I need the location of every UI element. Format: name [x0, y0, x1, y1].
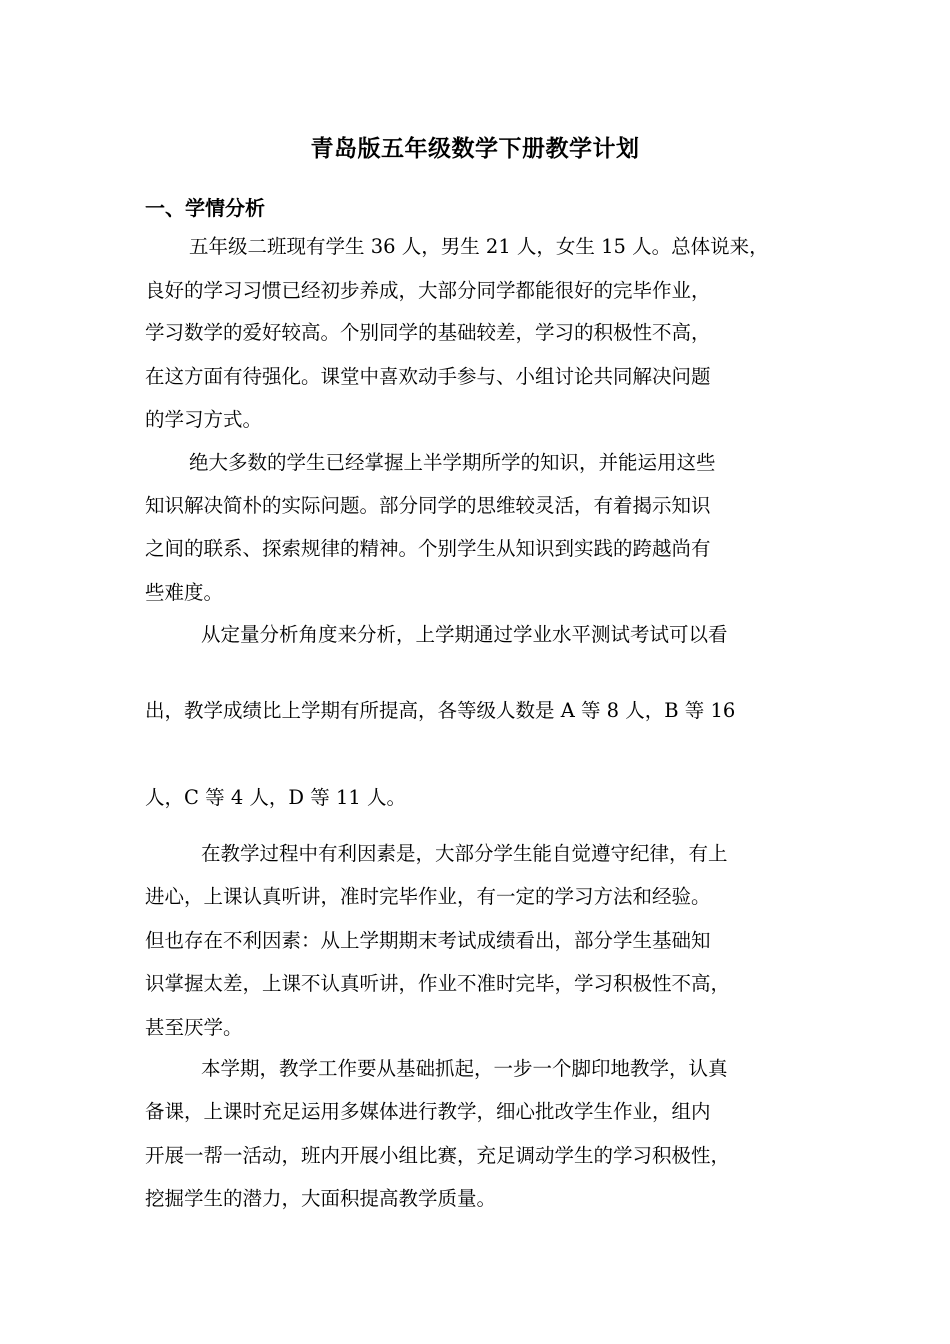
paragraph-line: 人，C 等 4 人，D 等 11 人。 — [145, 786, 406, 809]
paragraph-line: 出，教学成绩比上学期有所提高，各等级人数是 A 等 8 人，B 等 16 — [145, 699, 736, 722]
paragraph-line: 之间的联系、探索规律的精神。个别学生从知识到实践的跨越尚有 — [145, 537, 711, 560]
paragraph-line: 五年级二班现有学生 36 人，男生 21 人，女生 15 人。总体说来， — [189, 235, 769, 258]
paragraph-line: 进心，上课认真听讲，准时完毕作业，有一定的学习方法和经验。 — [145, 885, 711, 908]
paragraph-line: 学习数学的爱好较高。个别同学的基础较差，学习的积极性不高， — [145, 321, 711, 344]
paragraph-line: 本学期，教学工作要从基础抓起，一步一个脚印地教学，认真 — [201, 1057, 728, 1080]
paragraph-line: 但也存在不利因素：从上学期期末考试成绩看出，部分学生基础知 — [145, 929, 711, 952]
paragraph-line: 在这方面有待强化。课堂中喜欢动手参与、小组讨论共同解决问题 — [145, 365, 711, 388]
paragraph-line: 备课，上课时充足运用多媒体进行教学，细心批改学生作业，组内 — [145, 1100, 711, 1123]
document-title: 青岛版五年级数学下册教学计划 — [310, 136, 640, 162]
paragraph-line: 在教学过程中有利因素是，大部分学生能自觉遵守纪律，有上 — [201, 842, 728, 865]
paragraph-line: 良好的学习习惯已经初步养成，大部分同学都能很好的完毕作业， — [145, 279, 711, 302]
paragraph-line: 挖掘学生的潜力，大面积提高教学质量。 — [145, 1187, 497, 1210]
paragraph-line: 开展一帮一活动，班内开展小组比赛，充足调动学生的学习积极性， — [145, 1144, 731, 1167]
paragraph-line: 从定量分析角度来分析，上学期通过学业水平测试考试可以看 — [201, 623, 728, 646]
paragraph-line: 识掌握太差，上课不认真听讲，作业不准时完毕，学习积极性不高， — [145, 972, 731, 995]
paragraph-line: 绝大多数的学生已经掌握上半学期所学的知识，并能运用这些 — [189, 451, 716, 474]
paragraph-line: 知识解决简朴的实际问题。部分同学的思维较灵活，有着揭示知识 — [145, 494, 711, 517]
paragraph-line: 些难度。 — [145, 581, 224, 604]
paragraph-line: 的学习方式。 — [145, 408, 263, 431]
section-heading: 一、学情分析 — [145, 196, 265, 220]
paragraph-line: 甚至厌学。 — [145, 1016, 243, 1039]
